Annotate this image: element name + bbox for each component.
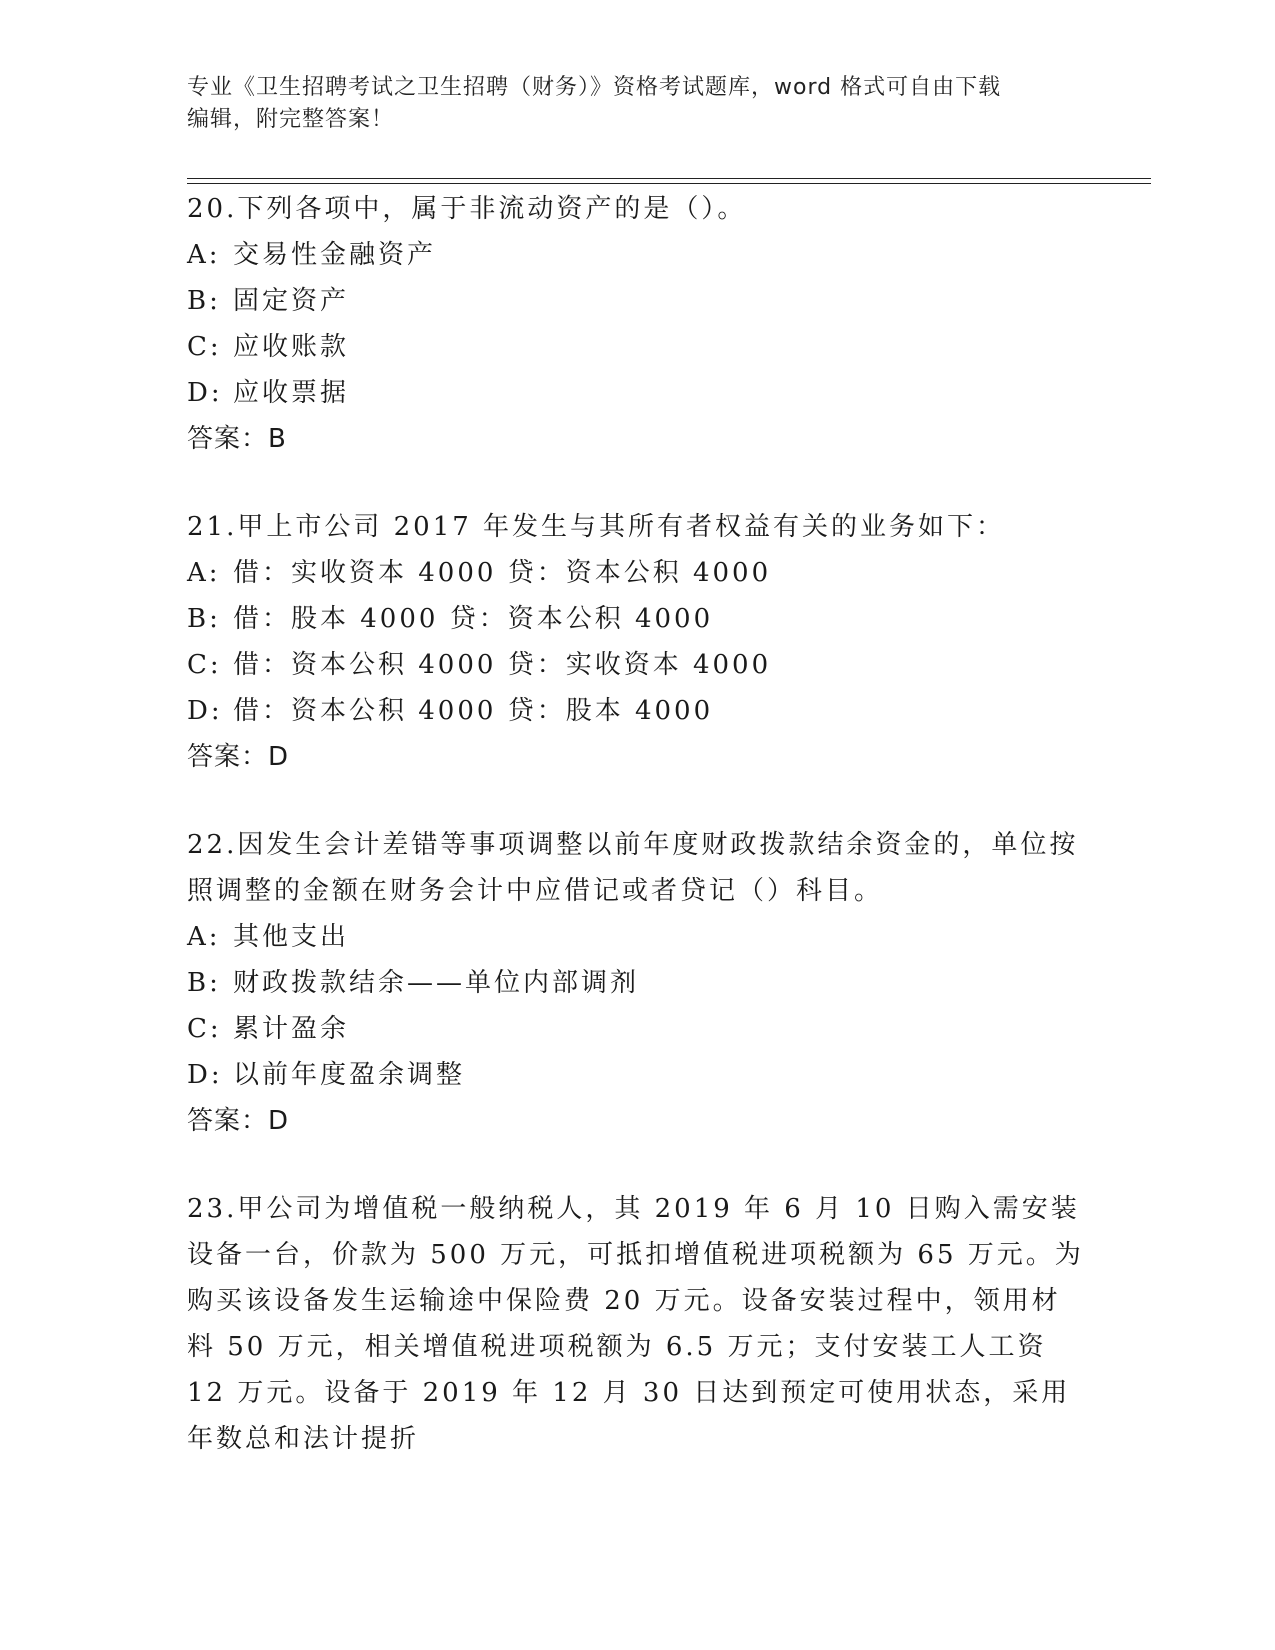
option-letter: B:	[187, 286, 221, 316]
option-b	[187, 278, 1087, 324]
header-line-1: 专业《卫生招聘考试之卫生招聘（财务）》资格考试题库，word 格式可自由下载	[187, 75, 1002, 100]
option-letter: B:	[187, 604, 221, 634]
option-d	[187, 1052, 1087, 1098]
answer-line: 答案：D	[187, 742, 290, 772]
option-a	[187, 232, 1087, 278]
option-letter: C:	[187, 1014, 222, 1044]
option-text: 借：股本 4000 贷：资本公积 4000	[233, 604, 714, 634]
option-b	[187, 960, 1087, 1006]
answer-line: 答案：D	[187, 1106, 290, 1136]
option-letter: C:	[187, 332, 222, 362]
header-divider-top	[187, 178, 1151, 179]
option-letter: B:	[187, 968, 221, 998]
question-stem: 23.甲公司为增值税一般纳税人，其 2019 年 6 月 10 日购入需安装设备一台，价款为 500 万元，可抵扣增值税进项税额为 65 万元。为购买该设备发生运输途中保险费 20 万元。设备安装过程中，领用材料 50 万元，相关增值税进项税额为 6.5 万元；支付安装工人工资 12 万元。设备于 2019 年 12 月 30 日达到预定可使用状态，采用年数总和法计提折	[187, 1194, 1084, 1454]
answer-line: 答案：B	[187, 424, 287, 454]
option-letter: A:	[187, 240, 221, 270]
option-d	[187, 370, 1087, 416]
option-text: 借：实收资本 4000 贷：资本公积 4000	[233, 558, 772, 588]
question-stem: 21.甲上市公司 2017 年发生与其所有者权益有关的业务如下：	[187, 512, 1006, 542]
option-a	[187, 914, 1087, 960]
option-letter: D:	[187, 378, 223, 408]
question-list	[187, 186, 1087, 1462]
question-stem: 22.因发生会计差错等事项调整以前年度财政拨款结余资金的，单位按照调整的金额在财务会计中应借记或者贷记（）科目。	[187, 830, 1079, 906]
option-text: 借：资本公积 4000 贷：实收资本 4000	[233, 650, 772, 680]
question-stem: 20.下列各项中，属于非流动资产的是（）。	[187, 194, 747, 224]
option-d	[187, 688, 1087, 734]
question-20	[187, 186, 1087, 462]
question-21	[187, 504, 1087, 780]
option-letter: D:	[187, 696, 223, 726]
header-divider-bottom	[187, 183, 1151, 184]
option-a	[187, 550, 1087, 596]
question-23	[187, 1186, 1087, 1462]
option-text: 交易性金融资产	[233, 240, 437, 270]
option-text: 应收账款	[233, 332, 350, 362]
header-line-2: 编辑，附完整答案！	[187, 107, 395, 132]
question-22	[187, 822, 1087, 1144]
option-b	[187, 596, 1087, 642]
option-letter: D:	[187, 1060, 223, 1090]
option-c	[187, 642, 1087, 688]
option-letter: C:	[187, 650, 222, 680]
option-text: 借：资本公积 4000 贷：股本 4000	[233, 696, 714, 726]
option-text: 固定资产	[233, 286, 350, 316]
option-text: 累计盈余	[233, 1014, 350, 1044]
option-c	[187, 324, 1087, 370]
document-header	[187, 72, 1087, 136]
option-letter: A:	[187, 922, 221, 952]
option-letter: A:	[187, 558, 221, 588]
option-text: 应收票据	[233, 378, 350, 408]
option-c	[187, 1006, 1087, 1052]
option-text: 财政拨款结余——单位内部调剂	[233, 968, 640, 998]
option-text: 以前年度盈余调整	[233, 1060, 466, 1090]
option-text: 其他支出	[233, 922, 350, 952]
